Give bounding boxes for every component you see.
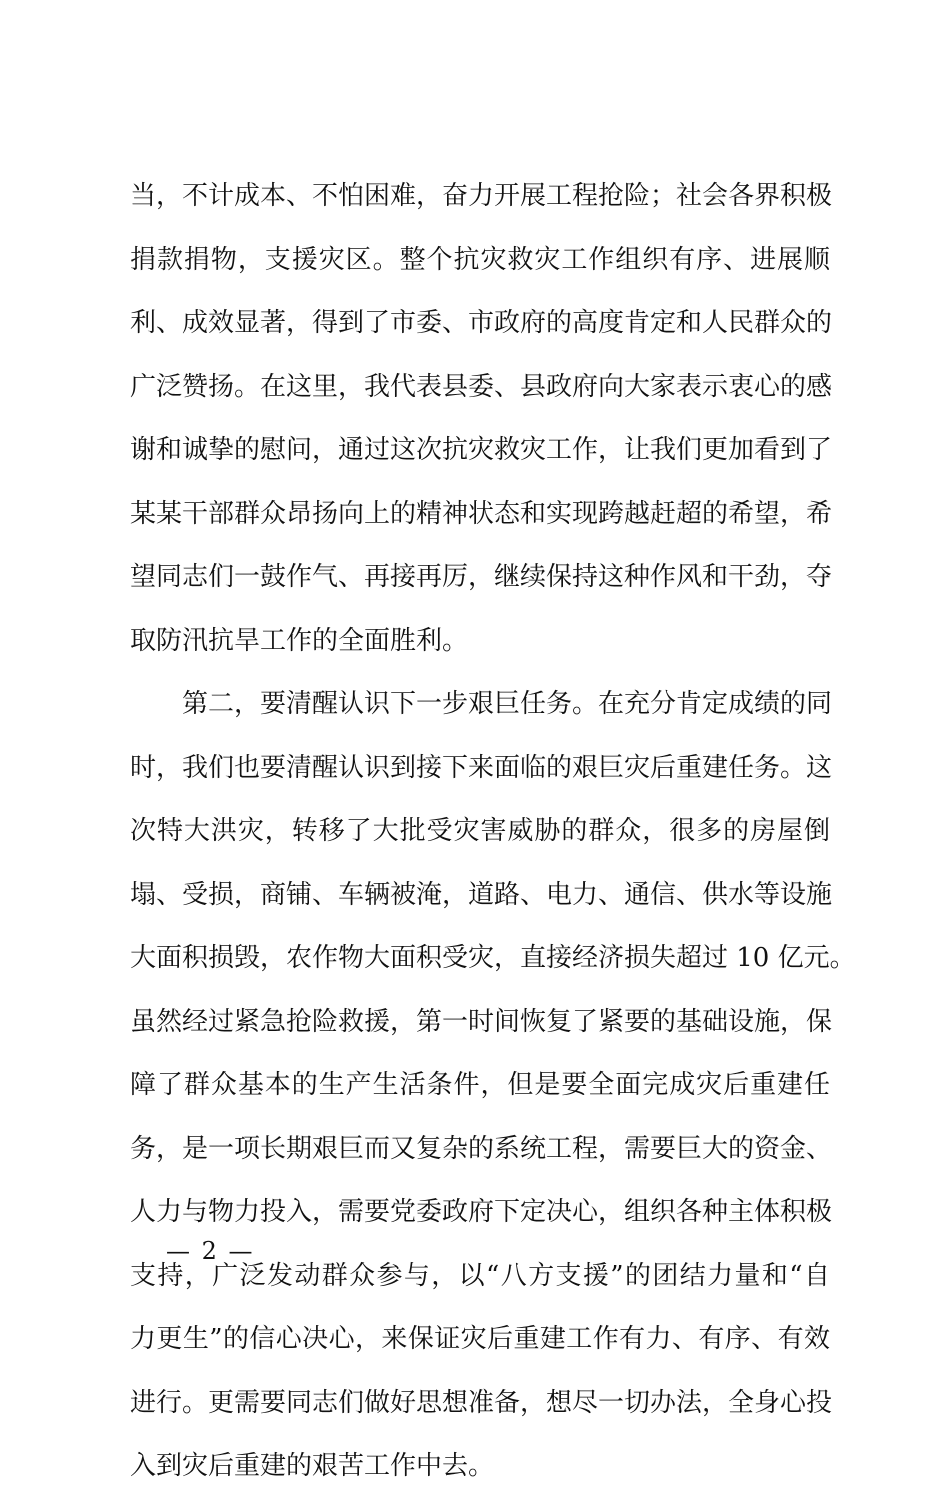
text-line: 务，是一项长期艰巨而又复杂的系统工程，需要巨大的资金、 xyxy=(130,1133,833,1164)
text-line: 捐款捐物，支援灾区。整个抗灾救灾工作组织有序、进展顺 xyxy=(130,244,830,275)
text-line: 当，不计成本、不怕困难，奋力开展工程抢险；社会各界积极 xyxy=(130,181,833,211)
text-line: 次特大洪灾，转移了大批受灾害威胁的群众，很多的房屋倒 xyxy=(130,816,830,846)
text-line: 广泛赞扬。在这里，我代表县委、县政府向大家表示衷心的感 xyxy=(130,371,833,402)
text-line: 障了群众基本的生产生活条件，但是要全面完成灾后重建任 xyxy=(130,1070,830,1100)
text-line: 取防汛抗旱工作的全面胜利。 xyxy=(130,625,469,656)
text-line: 入到灾后重建的艰苦工作中去。 xyxy=(130,1451,495,1481)
document-body xyxy=(130,165,856,1499)
paragraph-1 xyxy=(130,165,833,673)
text-line: 人力与物力投入，需要党委政府下定决心，组织各种主体积极 xyxy=(130,1197,833,1227)
text-line: 进行。更需要同志们做好思想准备，想尽一切办法，全身心投 xyxy=(130,1387,833,1418)
text-line: 利、成效显著，得到了市委、市政府的高度肯定和人民群众的 xyxy=(130,308,833,338)
text-line: 虽然经过紧急抢险救援，第一时间恢复了紧要的基础设施，保 xyxy=(130,1006,833,1037)
text-line: 某某干部群众昂扬向上的精神状态和实现跨越赶超的希望，希 xyxy=(130,498,833,529)
page-number: — 2 — xyxy=(166,1237,255,1265)
text-line: 望同志们一鼓作气、再接再厉，继续保持这种作风和干劲，夺 xyxy=(130,562,833,592)
text-line: 时，我们也要清醒认识到接下来面临的艰巨灾后重建任务。这 xyxy=(130,752,833,783)
paragraph-2 xyxy=(130,673,856,1499)
text-line: 大面积损毁，农作物大面积受灾，直接经济损失超过 10 亿元。 xyxy=(130,943,856,973)
text-line: 塌、受损，商铺、车辆被淹，道路、电力、通信、供水等设施 xyxy=(130,879,833,910)
text-line: 第二，要清醒认识下一步艰巨任务。在充分肯定成绩的同 xyxy=(182,689,833,719)
text-line: 力更生”的信心决心，来保证灾后重建工作有力、有序、有效 xyxy=(130,1324,830,1354)
text-line: 谢和诚挚的慰问，通过这次抗灾救灾工作，让我们更加看到了 xyxy=(130,435,833,465)
text-line: 支持，广泛发动群众参与，以“八方支援”的团结力量和“自 xyxy=(130,1260,830,1291)
